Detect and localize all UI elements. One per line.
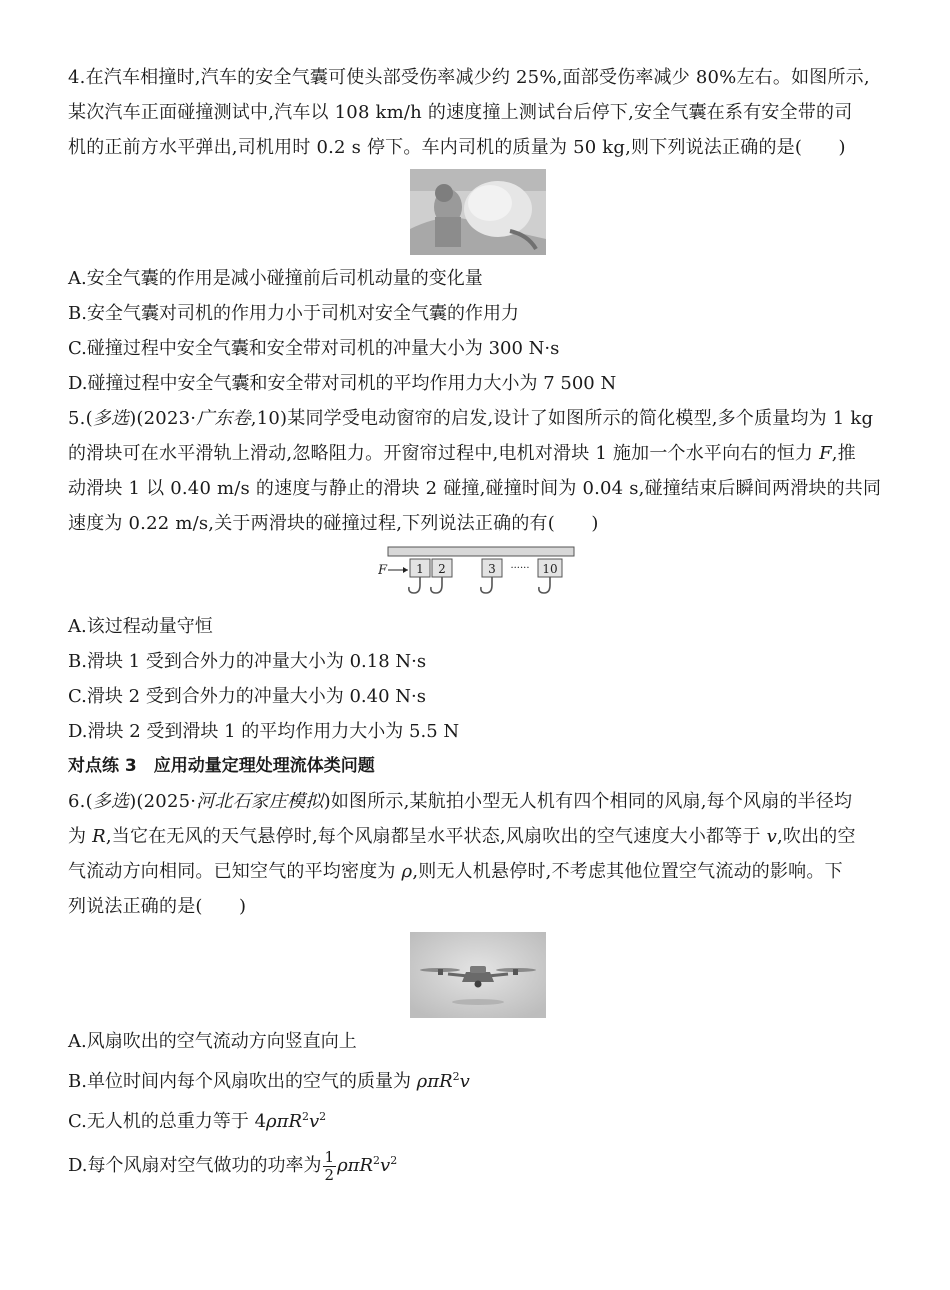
q6-option-a: A.风扇吹出的空气流动方向竖直向上 (68, 1031, 357, 1052)
q5-option-a: A.该过程动量守恒 (68, 616, 213, 637)
hook-1 (409, 577, 420, 593)
drone-photo-drawing (410, 932, 546, 1018)
q6-stem-line4: 列说法正确的是( ) (68, 896, 247, 917)
q5-stem-line2: 的滑块可在水平滑轨上滑动,忽略阻力。开窗帘过程中,电机对滑块 1 施加一个水平向右的恒力 F,推 (68, 443, 856, 464)
block-2-label: 2 (438, 562, 446, 576)
q6-figure (68, 932, 888, 1018)
hook-10 (539, 577, 550, 593)
q4-option-b: B.安全气囊对司机的作用力小于司机对安全气囊的作用力 (68, 303, 519, 324)
airbag-photo (410, 169, 546, 255)
q4-stem-line1: 4.在汽车相撞时,汽车的安全气囊可使头部受伤率减少约 25%,面部受伤率减少 80%左右。如图所示, (68, 67, 870, 88)
q4-option-d: D.碰撞过程中安全气囊和安全带对司机的平均作用力大小为 7 500 N (68, 373, 617, 394)
block-10-label: 10 (542, 562, 558, 576)
q4-option-c: C.碰撞过程中安全气囊和安全带对司机的冲量大小为 300 N·s (68, 338, 560, 359)
drone-photo (410, 932, 546, 1018)
q4-stem-line2: 某次汽车正面碰撞测试中,汽车以 108 km/h 的速度撞上测试台后停下,安全气囊在系有安全带的司 (68, 102, 853, 123)
airbag-photo-drawing (410, 169, 546, 255)
q6-stem-line2: 为 R,当它在无风的天气悬停时,每个风扇都呈水平状态,风扇吹出的空气速度大小都等于 v,吹出的空 (68, 826, 856, 847)
hook-2 (431, 577, 442, 593)
q4-figure (68, 169, 888, 255)
q5-option-b: B.滑块 1 受到合外力的冲量大小为 0.18 N·s (68, 651, 427, 672)
q6-option-c: C.无人机的总重力等于 $4\rho\pi R^2v^2$ (68, 1110, 327, 1132)
fraction-one-half: $\frac{1}{2}$ (324, 1147, 335, 1184)
q5-option-c: C.滑块 2 受到合外力的冲量大小为 0.40 N·s (68, 686, 426, 707)
document-page (68, 60, 888, 1188)
rail (388, 547, 574, 556)
q5-figure (68, 545, 888, 603)
slider-rail-diagram (378, 545, 578, 603)
force-label: F (378, 563, 388, 578)
q5-option-d: D.滑块 2 受到滑块 1 的平均作用力大小为 5.5 N (68, 721, 460, 742)
q5-stem-line3: 动滑块 1 以 0.40 m/s 的速度与静止的滑块 2 碰撞,碰撞时间为 0.04 s,碰撞结束后瞬间两滑块的共同 (68, 478, 882, 499)
block-3-label: 3 (488, 562, 496, 576)
q6-stem-line1: 6.(多选)(2025·河北石家庄模拟)如图所示,某航拍小型无人机有四个相同的风扇,每个风扇的半径均 (68, 791, 853, 812)
q4-option-a: A.安全气囊的作用是减小碰撞前后司机动量的变化量 (68, 268, 483, 289)
q5-stem-line1: 5.(多选)(2023·广东卷,10)某同学受电动窗帘的启发,设计了如图所示的简化模型,多个质量均为 1 kg (68, 408, 874, 429)
section-3-title: 对点练 3 应用动量定理处理流体类问题 (68, 756, 375, 776)
q6-option-b: B.单位时间内每个风扇吹出的空气的质量为 ρπR$^2$v (68, 1070, 470, 1092)
dots-label: ······ (510, 563, 530, 574)
q5-stem-line4: 速度为 0.22 m/s,关于两滑块的碰撞过程,下列说法正确的有( ) (68, 513, 599, 534)
hook-3 (481, 577, 492, 593)
block-1-label: 1 (416, 562, 424, 576)
force-arrowhead (403, 567, 408, 573)
q6-option-d: D.每个风扇对空气做功的功率为 $\frac{1}{2}$ $\rho\pi R^2v^2$ (68, 1147, 398, 1184)
q4-stem-line3: 机的正前方水平弹出,司机用时 0.2 s 停下。车内司机的质量为 50 kg,则下列说法正确的是( ) (68, 137, 846, 158)
q6-stem-line3: 气流动方向相同。已知空气的平均密度为 ρ,则无人机悬停时,不考虑其他位置空气流动的影响。下 (68, 861, 843, 882)
